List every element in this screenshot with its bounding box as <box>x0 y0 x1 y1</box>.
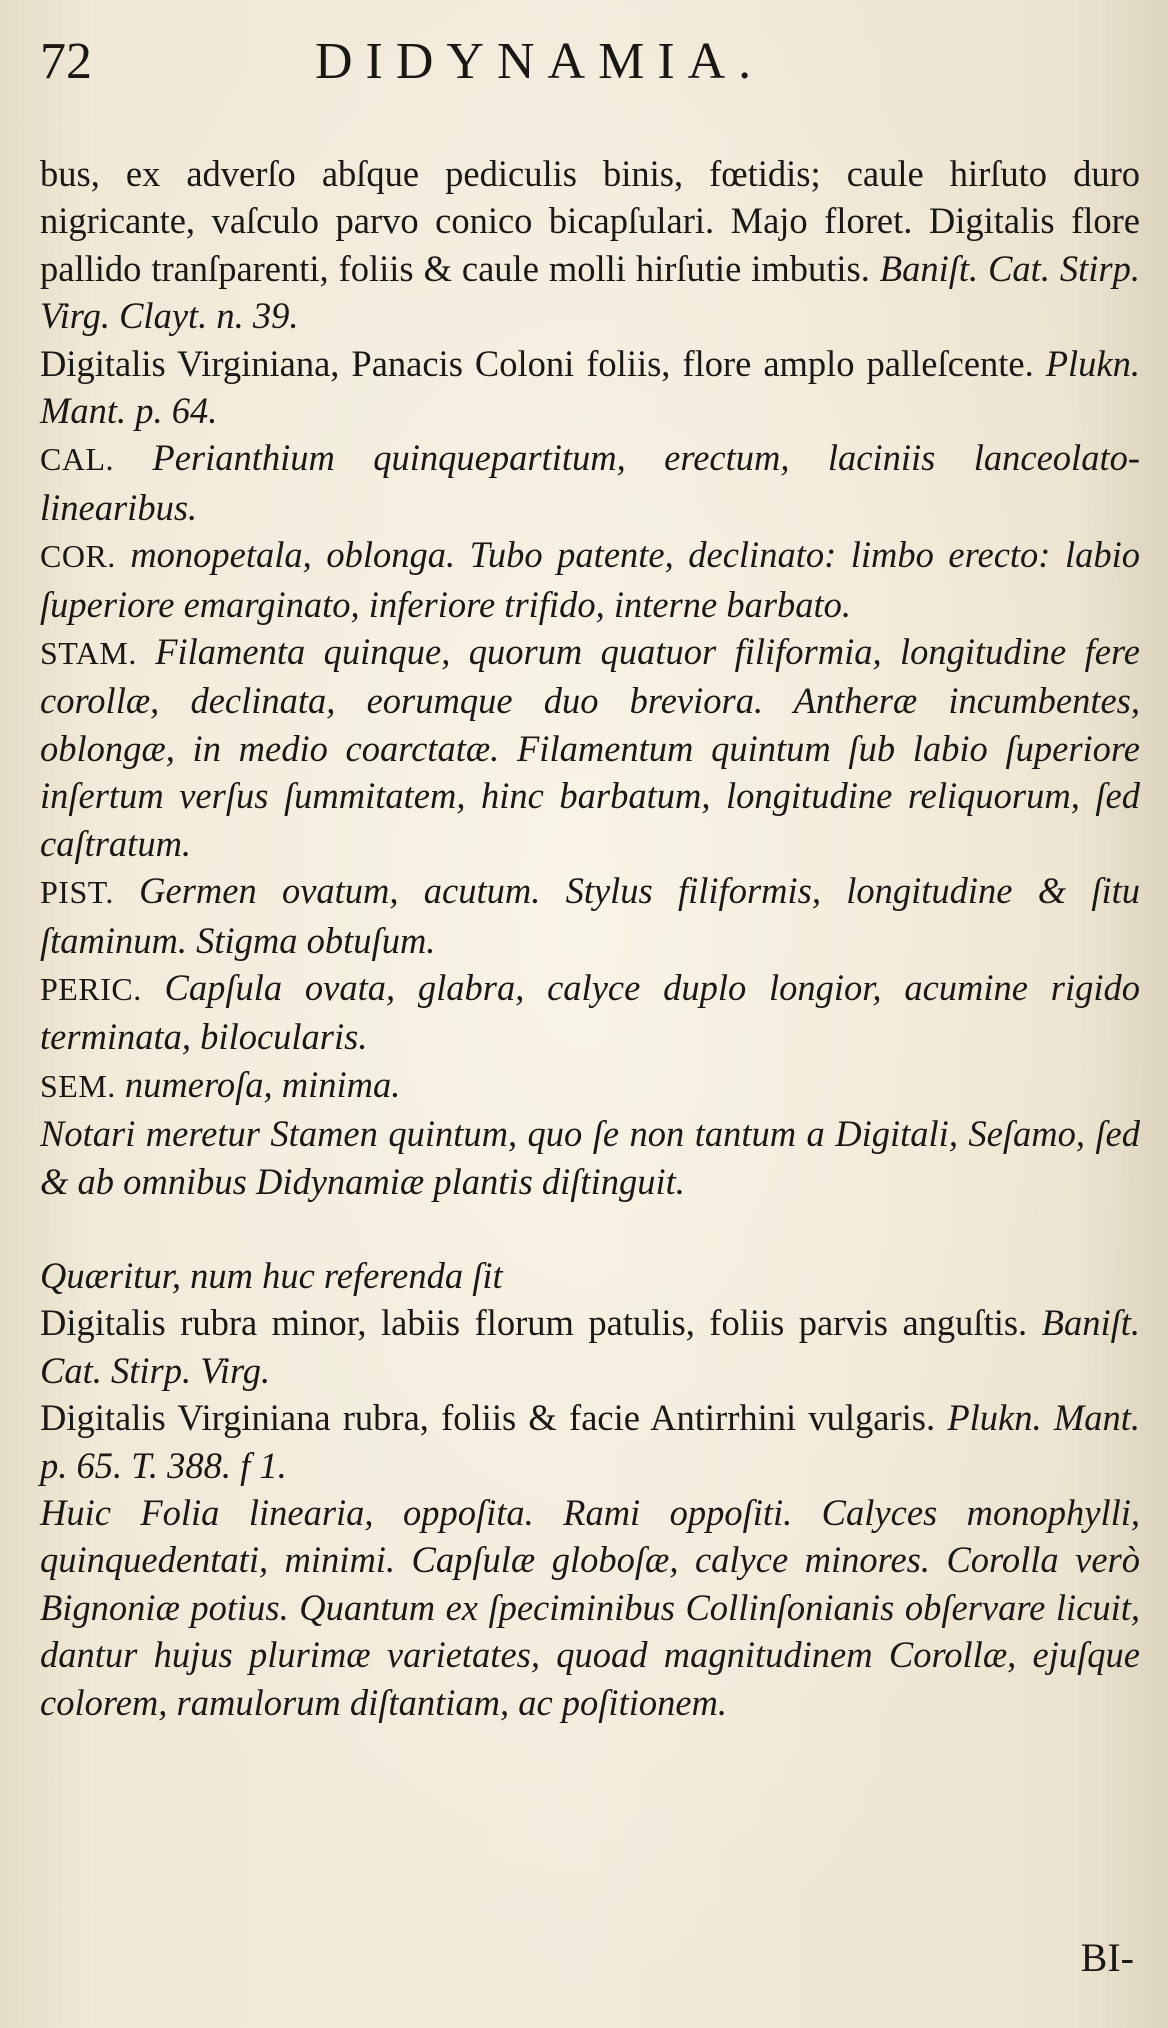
paragraph-text: Digitalis Virginiana rubra, foliis & facie Antirrhini vulgaris. <box>40 1397 948 1439</box>
citation: Baniſt. Cat. Stirp. Virg. <box>40 1302 1140 1391</box>
character-text: Germen ovatum, acutum. Stylus filiformis, longitudine & ſitu ſtaminum. Stigma obtuſum. <box>40 870 1140 961</box>
character-cal <box>40 434 1140 531</box>
character-text: Filamenta quinque, quorum quatuor filiformia, longitudine fere corollæ, declinata, eorumque duo breviora. Antheræ incumbentes, oblongæ, in medio coarctatæ. Filamentum quintum ſub labio ſuperiore inſertum verſus ſummitatem, hinc barbatum, longitudine reliquorum, ſed caſtratum. <box>40 631 1141 864</box>
page-header <box>40 30 1140 96</box>
character-label: PIST. <box>40 874 114 911</box>
character-sem <box>40 1061 1140 1110</box>
character-cor <box>40 531 1140 628</box>
query-intro: Quæritur, num huc referenda ſit <box>40 1254 503 1296</box>
paragraph-synonym <box>40 340 1140 435</box>
paragraph-text: Digitalis rubra minor, labiis florum patulis, foliis parvis anguſtis. <box>40 1302 1042 1344</box>
spacer <box>40 1205 1140 1252</box>
character-label: STAM. <box>40 635 137 672</box>
query-synonym-1 <box>40 1299 1140 1394</box>
note: Notari meretur Stamen quintum, quo ſe non tantum a Digitali, Seſamo, ſed & ab omnibus Didynamiæ plantis diſtinguit. <box>40 1113 1140 1202</box>
character-label: CAL. <box>40 441 114 478</box>
character-pist <box>40 867 1140 964</box>
citation: Plukn. Mant. p. 65. T. 388. f 1. <box>40 1397 1140 1486</box>
character-label: PERIC. <box>40 970 142 1007</box>
query-synonym-2 <box>40 1394 1140 1489</box>
catchword: BI- <box>1080 1935 1134 1980</box>
character-label: SEM. <box>40 1067 116 1104</box>
character-stam <box>40 628 1140 867</box>
page-body <box>40 150 1140 1726</box>
character-text: monopetala, oblonga. Tubo patente, declinato: limbo erecto: labio ſuperiore emarginato, inferiore trifido, interne barbato. <box>40 534 1140 625</box>
character-text: numeroſa, minima. <box>124 1063 401 1105</box>
character-label: COR. <box>40 538 116 575</box>
paragraph-continuation <box>40 150 1140 340</box>
citation: Baniſt. Cat. Stirp. Virg. Clayt. n. 39. <box>40 247 1140 337</box>
running-title: DIDYNAMIA. <box>315 33 765 90</box>
citation: Plukn. Mant. p. 64. <box>40 342 1140 432</box>
character-text: Perianthium quinquepartitum, erectum, laciniis lanceolato-linearibus. <box>40 437 1140 528</box>
page-number: 72 <box>40 33 92 90</box>
character-text: Capſula ovata, glabra, calyce duplo longior, acumine rigido terminata, bilocularis. <box>40 966 1140 1058</box>
query-description: Huic Folia linearia, oppoſita. Rami oppoſiti. Calyces monophylli, quinquedentati, minimi. Capſulæ globoſæ, calyce minores. Corolla verò Bignoniæ potius. Quantum ex ſpeciminibus Collinſonianis obſervare licuit, dantur hujus plurimæ varietates, quoad magnitudinem Corollæ, ejuſque colorem, ramulorum diſtantiam, ac poſitionem. <box>40 1491 1140 1723</box>
paragraph-text: bus, ex adverſo abſque pediculis binis, fœtidis; caule hirſuto duro nigricante, vaſculo parvo conico bicapſulari. Majo floret. Digitalis flore pallido tranſparenti, foliis & caule molli hirſutie imbutis. <box>40 153 1140 289</box>
paragraph-text: Digitalis Virginiana, Panacis Coloni foliis, flore amplo palleſcente. <box>40 342 1046 384</box>
character-peric <box>40 964 1140 1061</box>
